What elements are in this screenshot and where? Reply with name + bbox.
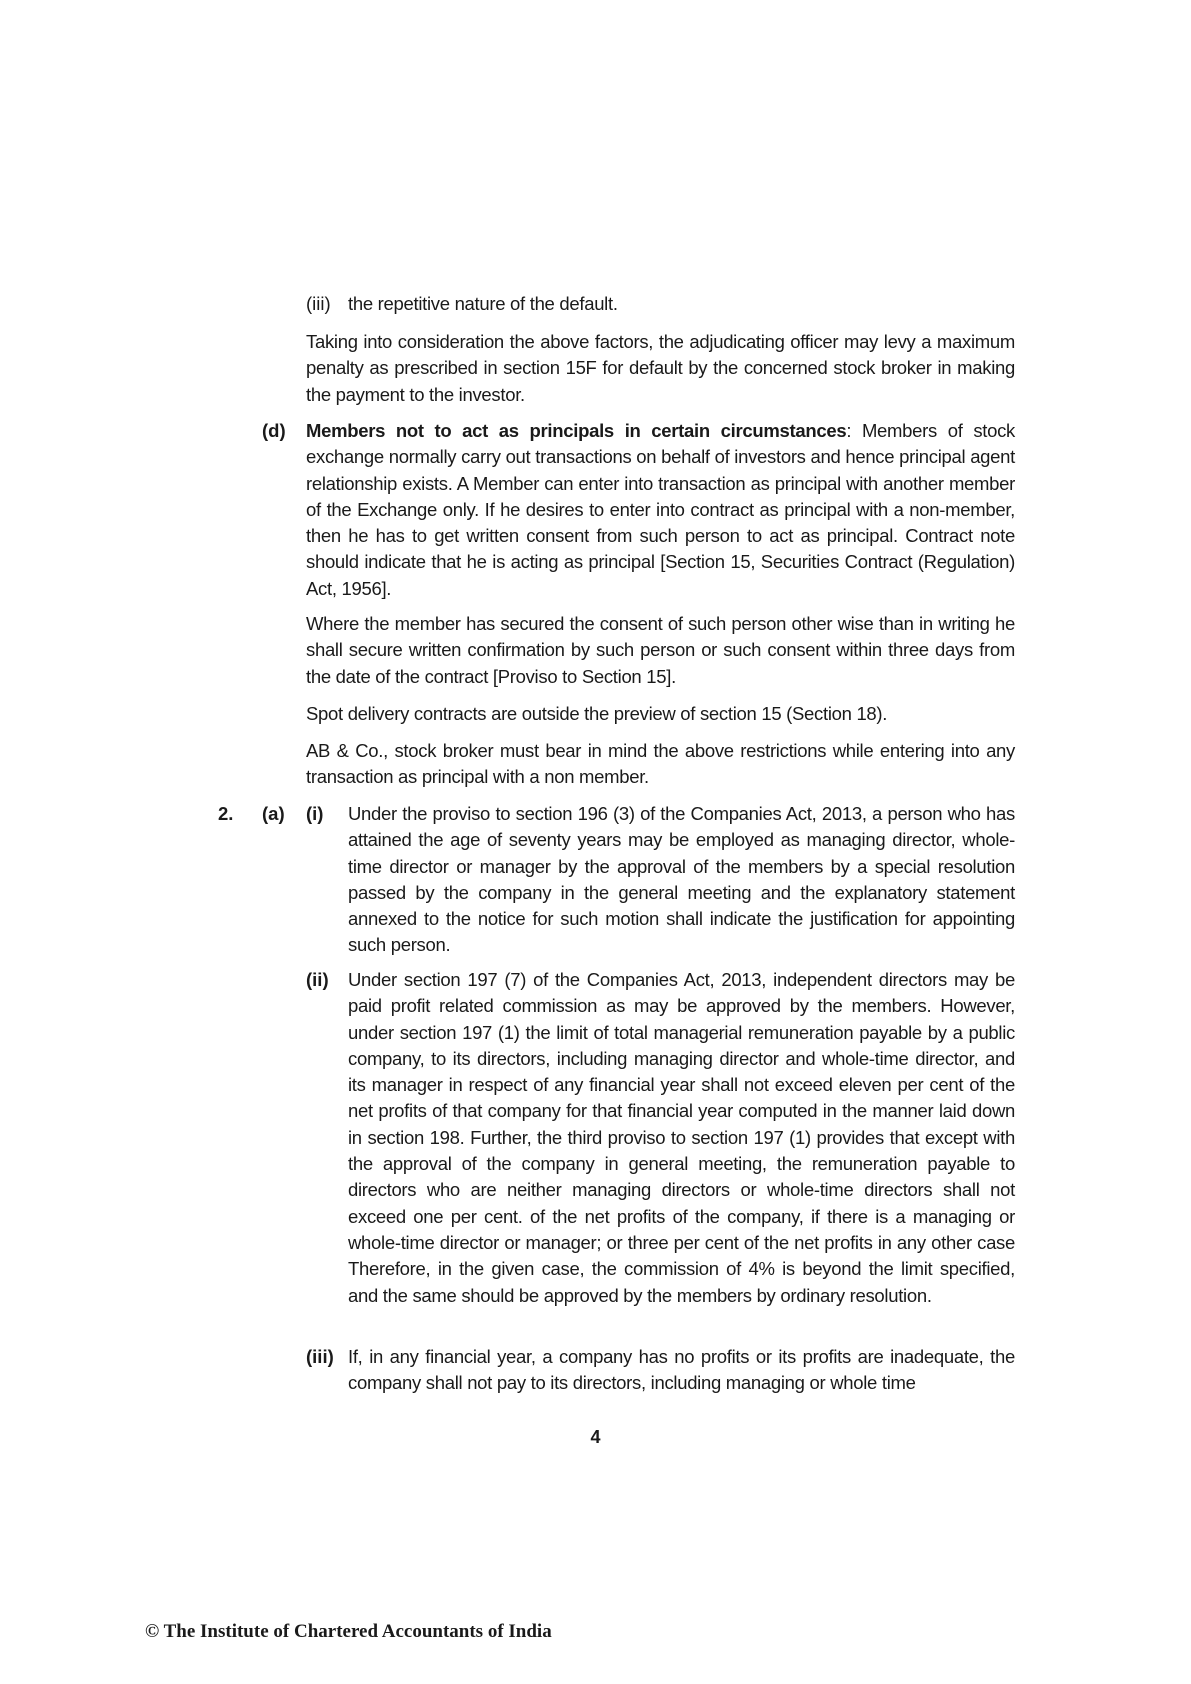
question-2-label: 2. (218, 803, 234, 824)
question-2a-iii-text: If, in any financial year, a company has no profits or its profits are inadequate, the company shall not pay to its directors, including managing or whole time (348, 1346, 1015, 1394)
paragraph-taking-into-consideration: Taking into consideration the above factors, the adjudicating officer may levy a maximum penalty as prescribed in section 15F for default by the concerned stock broker in making the payment to the investor. (306, 331, 1015, 405)
question-2a-ii-text: Under section 197 (7) of the Companies Act, 2013, independent directors may be paid profit related commission as may be approved by the members. However, under section 197 (1) the limit of total managerial remuneration payable by a public company, to its directors, including managing director and whole-time director, and its manager in respect of any financial year shall not exceed eleven per cent of the net profits of that company for that financial year computed in the manner laid down in section 198. Further, the third proviso to section 197 (1) provides that except with the approval of the company in general meeting, the remuneration payable to directors who are neither managing directors or whole-time directors shall not exceed one per cent. of the net profits of the company, if there is a managing or whole-time director or manager; or three per cent of the net profits in any other case Therefore, in the given case, the commission of 4% is beyond the limit specified, and the same should be approved by the members by ordinary resolution. (348, 969, 1015, 1306)
paragraph-spot-delivery: Spot delivery contracts are outside the preview of section 15 (Section 18). (306, 703, 888, 724)
question-2a-iii-label: (iii) (306, 1346, 334, 1367)
question-2a-ii-label: (ii) (306, 969, 329, 990)
item-iii-label: (iii) (306, 293, 331, 314)
paragraph-ab-co: AB & Co., stock broker must bear in mind the above restrictions while entering into any transaction as principal with a non member. (306, 740, 1015, 788)
question-2a-i-label: (i) (306, 803, 324, 824)
section-d-paragraph (306, 418, 1015, 602)
page-number: 4 (590, 1427, 601, 1447)
question-2a-label: (a) (262, 803, 285, 824)
question-2a-i-text: Under the proviso to section 196 (3) of the Companies Act, 2013, a person who has attained the age of seventy years may be employed as managing director, whole-time director or manager by the approval of the members by a special resolution passed by the company in the general meeting and the explanatory statement annexed to the notice for such motion shall indicate the justification for appointing such person. (348, 803, 1015, 956)
item-iii-text: the repetitive nature of the default. (348, 293, 618, 314)
section-d-heading: Members not to act as principals in certain circumstances (306, 420, 847, 441)
paragraph-where-the-member: Where the member has secured the consent of such person other wise than in writing he shall secure written confirmation by such person or such consent within three days from the date of the contract [Proviso to Section 15]. (306, 613, 1015, 687)
section-d-label: (d) (262, 420, 286, 441)
footer-copyright: © The Institute of Chartered Accountants of India (145, 1621, 552, 1642)
section-d-text: : Members of stock exchange normally carry out transactions on behalf of investors and hence principal agent relationship exists. A Member can enter into transaction as principal with another member of the Exchange only. If he desires to enter into contract as principal with a non-member, then he has to get written consent from such person to act as principal. Contract note should indicate that he is acting as principal [Section 15, Securities Contract (Regulation) Act, 1956]. (306, 420, 1015, 599)
